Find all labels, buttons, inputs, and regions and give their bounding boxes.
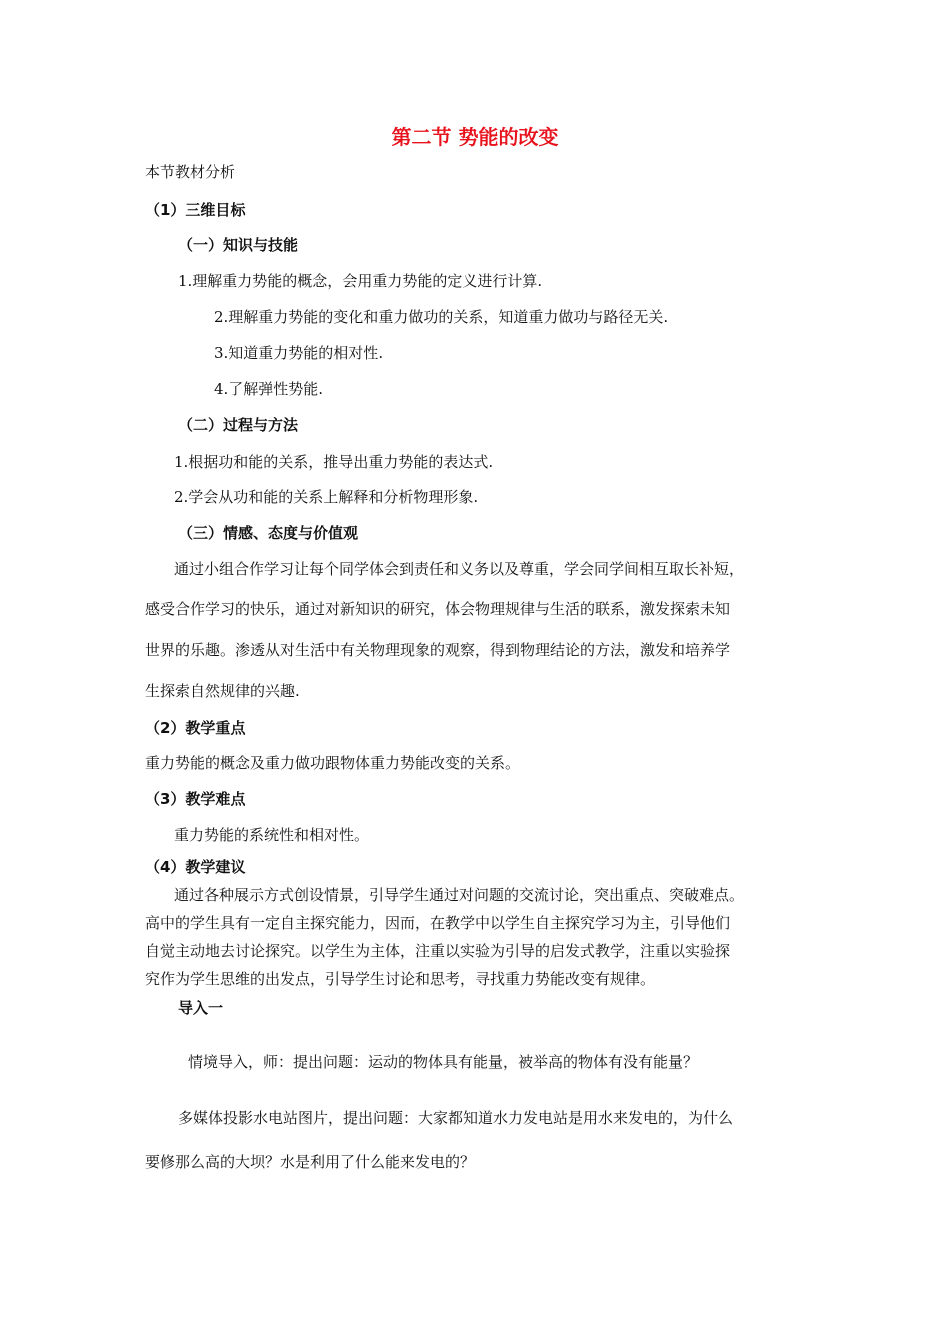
intro-one-heading: 导入一 (178, 999, 224, 1017)
knowledge-item: 3.知道重力势能的相对性. (214, 344, 384, 362)
process-item: 2.学会从功和能的关系上解释和分析物理形象. (174, 488, 479, 506)
intro-one-line: 要修那么高的大坝？水是利用了什么能来发电的？ (145, 1153, 476, 1171)
suggestion-line: 通过各种展示方式创设情景，引导学生通过对问题的交流讨论，突出重点、突破难点。 (174, 886, 745, 904)
section-3-heading: （3）教学难点 (145, 790, 246, 808)
subsection-values-heading: （三）情感、态度与价值观 (178, 524, 359, 542)
section-2-heading: （2）教学重点 (145, 719, 246, 737)
document-title: 第二节 势能的改变 (391, 125, 559, 149)
subsection-knowledge-heading: （一）知识与技能 (178, 236, 299, 254)
intro-one-line: 情境导入，师：提出问题：运动的物体具有能量，被举高的物体有没有能量？ (188, 1053, 699, 1071)
intro-one-line: 多媒体投影水电站图片，提出问题：大家都知道水力发电站是用水来发电的，为什么 (178, 1109, 734, 1127)
values-line: 生探索自然规律的兴趣. (145, 682, 300, 700)
process-item: 1.根据功和能的关系，推导出重力势能的表达式. (174, 453, 494, 471)
values-line: 世界的乐趣。渗透从对生活中有关物理现象的观察，得到物理结论的方法，激发和培养学 (145, 641, 731, 659)
key-points-text: 重力势能的概念及重力做功跟物体重力势能改变的关系。 (145, 754, 521, 772)
subsection-process-heading: （二）过程与方法 (178, 416, 299, 434)
intro-text: 本节教材分析 (145, 163, 236, 181)
suggestion-line: 究作为学生思维的出发点，引导学生讨论和思考，寻找重力势能改变有规律。 (145, 970, 656, 988)
knowledge-item: 1.理解重力势能的概念，会用重力势能的定义进行计算. (178, 272, 543, 290)
knowledge-item: 2.理解重力势能的变化和重力做功的关系，知道重力做功与路径无关. (214, 308, 669, 326)
knowledge-item: 4.了解弹性势能. (214, 380, 324, 398)
values-line: 感受合作学习的快乐，通过对新知识的研究，体会物理规律与生活的联系，激发探索未知 (145, 600, 731, 618)
section-4-heading: （4）教学建议 (145, 858, 246, 876)
suggestion-line: 高中的学生具有一定自主探究能力，因而，在教学中以学生自主探究学习为主，引导他们 (145, 914, 731, 932)
difficulties-text: 重力势能的系统性和相对性。 (174, 826, 370, 844)
section-1-heading: （1）三维目标 (145, 201, 246, 219)
values-line: 通过小组合作学习让每个同学体会到责任和义务以及尊重，学会同学间相互取长补短， (174, 560, 745, 578)
suggestion-line: 自觉主动地去讨论探究。以学生为主体，注重以实验为引导的启发式教学，注重以实验探 (145, 942, 731, 960)
